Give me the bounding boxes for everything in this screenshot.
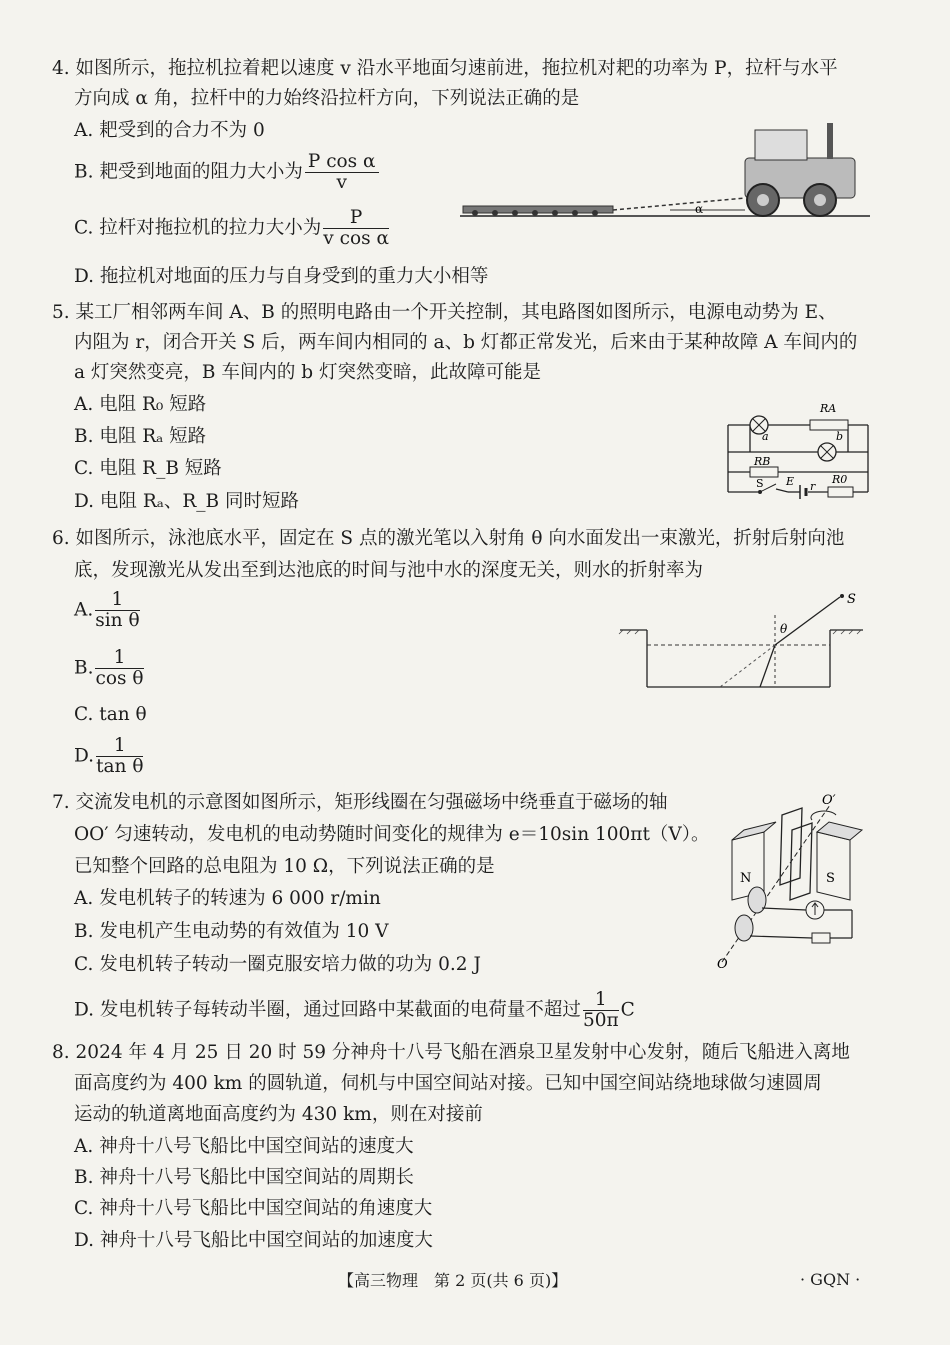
q7-option-c: C. 发电机转子转动一圈克服安培力做的功为 0.2 J: [74, 954, 481, 975]
tractor-figure: [455, 118, 875, 228]
pool-figure: [615, 585, 865, 695]
q6-option-d-label: D.: [74, 745, 95, 767]
q4-option-c-fraction: [323, 208, 389, 249]
label-s: S: [847, 592, 856, 607]
ammeter-icon: [806, 901, 824, 919]
q5-option-d: D. 电阻 Rₐ、R_B 同时短路: [74, 491, 300, 512]
label-r: r: [810, 480, 816, 493]
q5-stem-line2: 内阻为 r，闭合开关 S 后，两车间内相同的 a、b 灯都正常发光，后来由于某种故障 A 车间内的: [74, 332, 858, 353]
label-rb: RB: [754, 455, 771, 468]
q4-stem-line1: 4. 如图所示，拖拉机拉着耙以速度 v 沿水平地面匀速前进，拖拉机对耙的功率为 P，拉杆与水平: [52, 58, 838, 79]
q6-option-b-denominator: cos θ: [95, 668, 144, 689]
q6-option-c: C. tan θ: [74, 704, 147, 725]
label-n: N: [740, 871, 752, 886]
q4-option-c-numerator: P: [323, 208, 389, 229]
q4-option-b: [74, 152, 381, 193]
q6-option-d-denominator: tan θ: [96, 756, 144, 777]
slip-ring-2: [735, 915, 753, 941]
q6-option-a-fraction: [95, 590, 139, 631]
refracted-ray: [760, 645, 775, 687]
label-theta: θ: [780, 622, 788, 636]
q4-option-d: D. 拖拉机对地面的压力与自身受到的重力大小相等: [74, 266, 489, 287]
q7-option-d-fraction: [583, 990, 619, 1031]
q8-option-d: D. 神舟十八号飞船比中国空间站的加速度大: [74, 1230, 433, 1251]
q8-stem-line2: 面高度约为 400 km 的圆轨道，伺机与中国空间站对接。已知中国空间站绕地球做匀速圆周: [74, 1073, 822, 1094]
label-b: b: [836, 430, 844, 443]
rotation-arrow: [811, 811, 836, 820]
q4-option-b-denominator: v: [336, 172, 347, 193]
q7-option-d-numerator: 1: [583, 990, 619, 1011]
tractor-icon: [745, 123, 855, 216]
q4-stem-line2: 方向成 α 角，拉杆中的力始终沿拉杆方向，下列说法正确的是: [74, 88, 580, 109]
q7-option-b: B. 发电机产生电动势的有效值为 10 V: [74, 921, 389, 942]
q6-option-a-denominator: sin θ: [95, 610, 140, 631]
generator-figure: [712, 790, 872, 975]
q4-option-b-fraction: [305, 152, 379, 193]
page-footer-center: 【高三物理 第 2 页(共 6 页)】: [338, 1271, 568, 1290]
label-o-prime: O′: [822, 793, 836, 808]
extended-ray: [720, 645, 775, 687]
q8-stem-line3: 运动的轨道离地面高度约为 430 km，则在对接前: [74, 1104, 483, 1125]
q6-option-b-label: B.: [74, 657, 94, 679]
q8-option-c: C. 神舟十八号飞船比中国空间站的角速度大: [74, 1198, 433, 1219]
slip-ring-1: [748, 887, 766, 913]
label-ra: RA: [820, 402, 837, 415]
label-o: O: [717, 957, 728, 972]
q7-option-d-text: D. 发电机转子每转动半圈，通过回路中某截面的电荷量不超过: [74, 999, 581, 1021]
harrow-icon: [463, 206, 613, 216]
q7-stem-line1: 7. 交流发电机的示意图如图所示，矩形线圈在匀强磁场中绕垂直于磁场的轴: [52, 792, 668, 813]
q4-option-b-numerator: P cos α: [305, 152, 379, 173]
circuit-figure: [718, 392, 878, 502]
q6-option-b-numerator: 1: [95, 648, 143, 669]
q6-option-d: [74, 736, 145, 777]
pull-rod: [613, 198, 745, 210]
q7-stem-line3: 已知整个回路的总电阻为 10 Ω，下列说法正确的是: [74, 856, 495, 877]
laser-point: [840, 594, 844, 598]
q6-stem-line2: 底，发现激光从发出至到达池底的时间与池中水的深度无关，则水的折射率为: [74, 560, 704, 581]
q8-stem-line1: 8. 2024 年 4 月 25 日 20 时 59 分神舟十八号飞船在酒泉卫星发射中心发射，随后飞船进入离地: [52, 1042, 850, 1063]
q6-option-a: [74, 590, 142, 631]
q5-stem-line3: a 灯突然变亮，B 车间内的 b 灯突然变暗，此故障可能是: [74, 362, 541, 383]
q7-stem-line2: OO′ 匀速转动，发电机的电动势随时间变化的规律为 e＝10sin 100πt（V）。: [74, 824, 710, 845]
q7-option-d-unit: C: [620, 999, 635, 1021]
resistor-ra-icon: [810, 420, 848, 430]
q4-option-a: A. 耙受到的合力不为 0: [74, 120, 265, 141]
q4-option-c-text: C. 拉杆对拖拉机的拉力大小为: [74, 217, 322, 239]
q5-option-a: A. 电阻 R₀ 短路: [74, 394, 207, 415]
label-r0: R0: [832, 473, 848, 486]
q7-option-d-denominator: 50π: [582, 1010, 619, 1031]
q5-option-b: B. 电阻 Rₐ 短路: [74, 426, 207, 447]
page-footer-code: · GQN ·: [800, 1270, 861, 1289]
q6-option-d-fraction: [96, 736, 143, 777]
magnet-s-icon: [817, 822, 862, 900]
q6-option-b: [74, 648, 146, 689]
lamp-b-icon: [818, 443, 836, 461]
q6-option-b-fraction: [95, 648, 143, 689]
q4-option-c: [74, 208, 391, 249]
q7-option-d: [74, 990, 635, 1031]
q8-option-a: A. 神舟十八号飞船比中国空间站的速度大: [74, 1136, 414, 1157]
q4-option-b-text: B. 耙受到地面的阻力大小为: [74, 161, 303, 183]
label-a: a: [762, 430, 769, 443]
q6-stem-line1: 6. 如图所示，泳池底水平，固定在 S 点的激光笔以入射角 θ 向水面发出一束激光，折射后射向池: [52, 528, 845, 549]
resistor-r0-icon: [828, 487, 853, 497]
q6-option-a-label: A.: [74, 599, 94, 621]
resistor-rb-icon: [750, 467, 778, 477]
battery-icon: [800, 485, 806, 499]
alpha-label: α: [695, 202, 704, 216]
q5-option-c: C. 电阻 R_B 短路: [74, 458, 222, 479]
q5-stem-line1: 5. 某工厂相邻两车间 A、B 的照明电路由一个开关控制，其电路图如图所示，电源电动势为 E、: [52, 302, 837, 323]
label-e: E: [786, 475, 795, 488]
q8-option-b: B. 神舟十八号飞船比中国空间站的周期长: [74, 1167, 414, 1188]
q6-option-a-numerator: 1: [95, 590, 139, 611]
label-s-pole: S: [826, 871, 835, 886]
external-resistor-icon: [812, 933, 830, 943]
q4-option-c-denominator: v cos α: [323, 228, 389, 249]
q7-option-a: A. 发电机转子的转速为 6 000 r/min: [74, 888, 381, 909]
label-s: S: [756, 477, 764, 490]
q6-option-d-numerator: 1: [96, 736, 143, 757]
